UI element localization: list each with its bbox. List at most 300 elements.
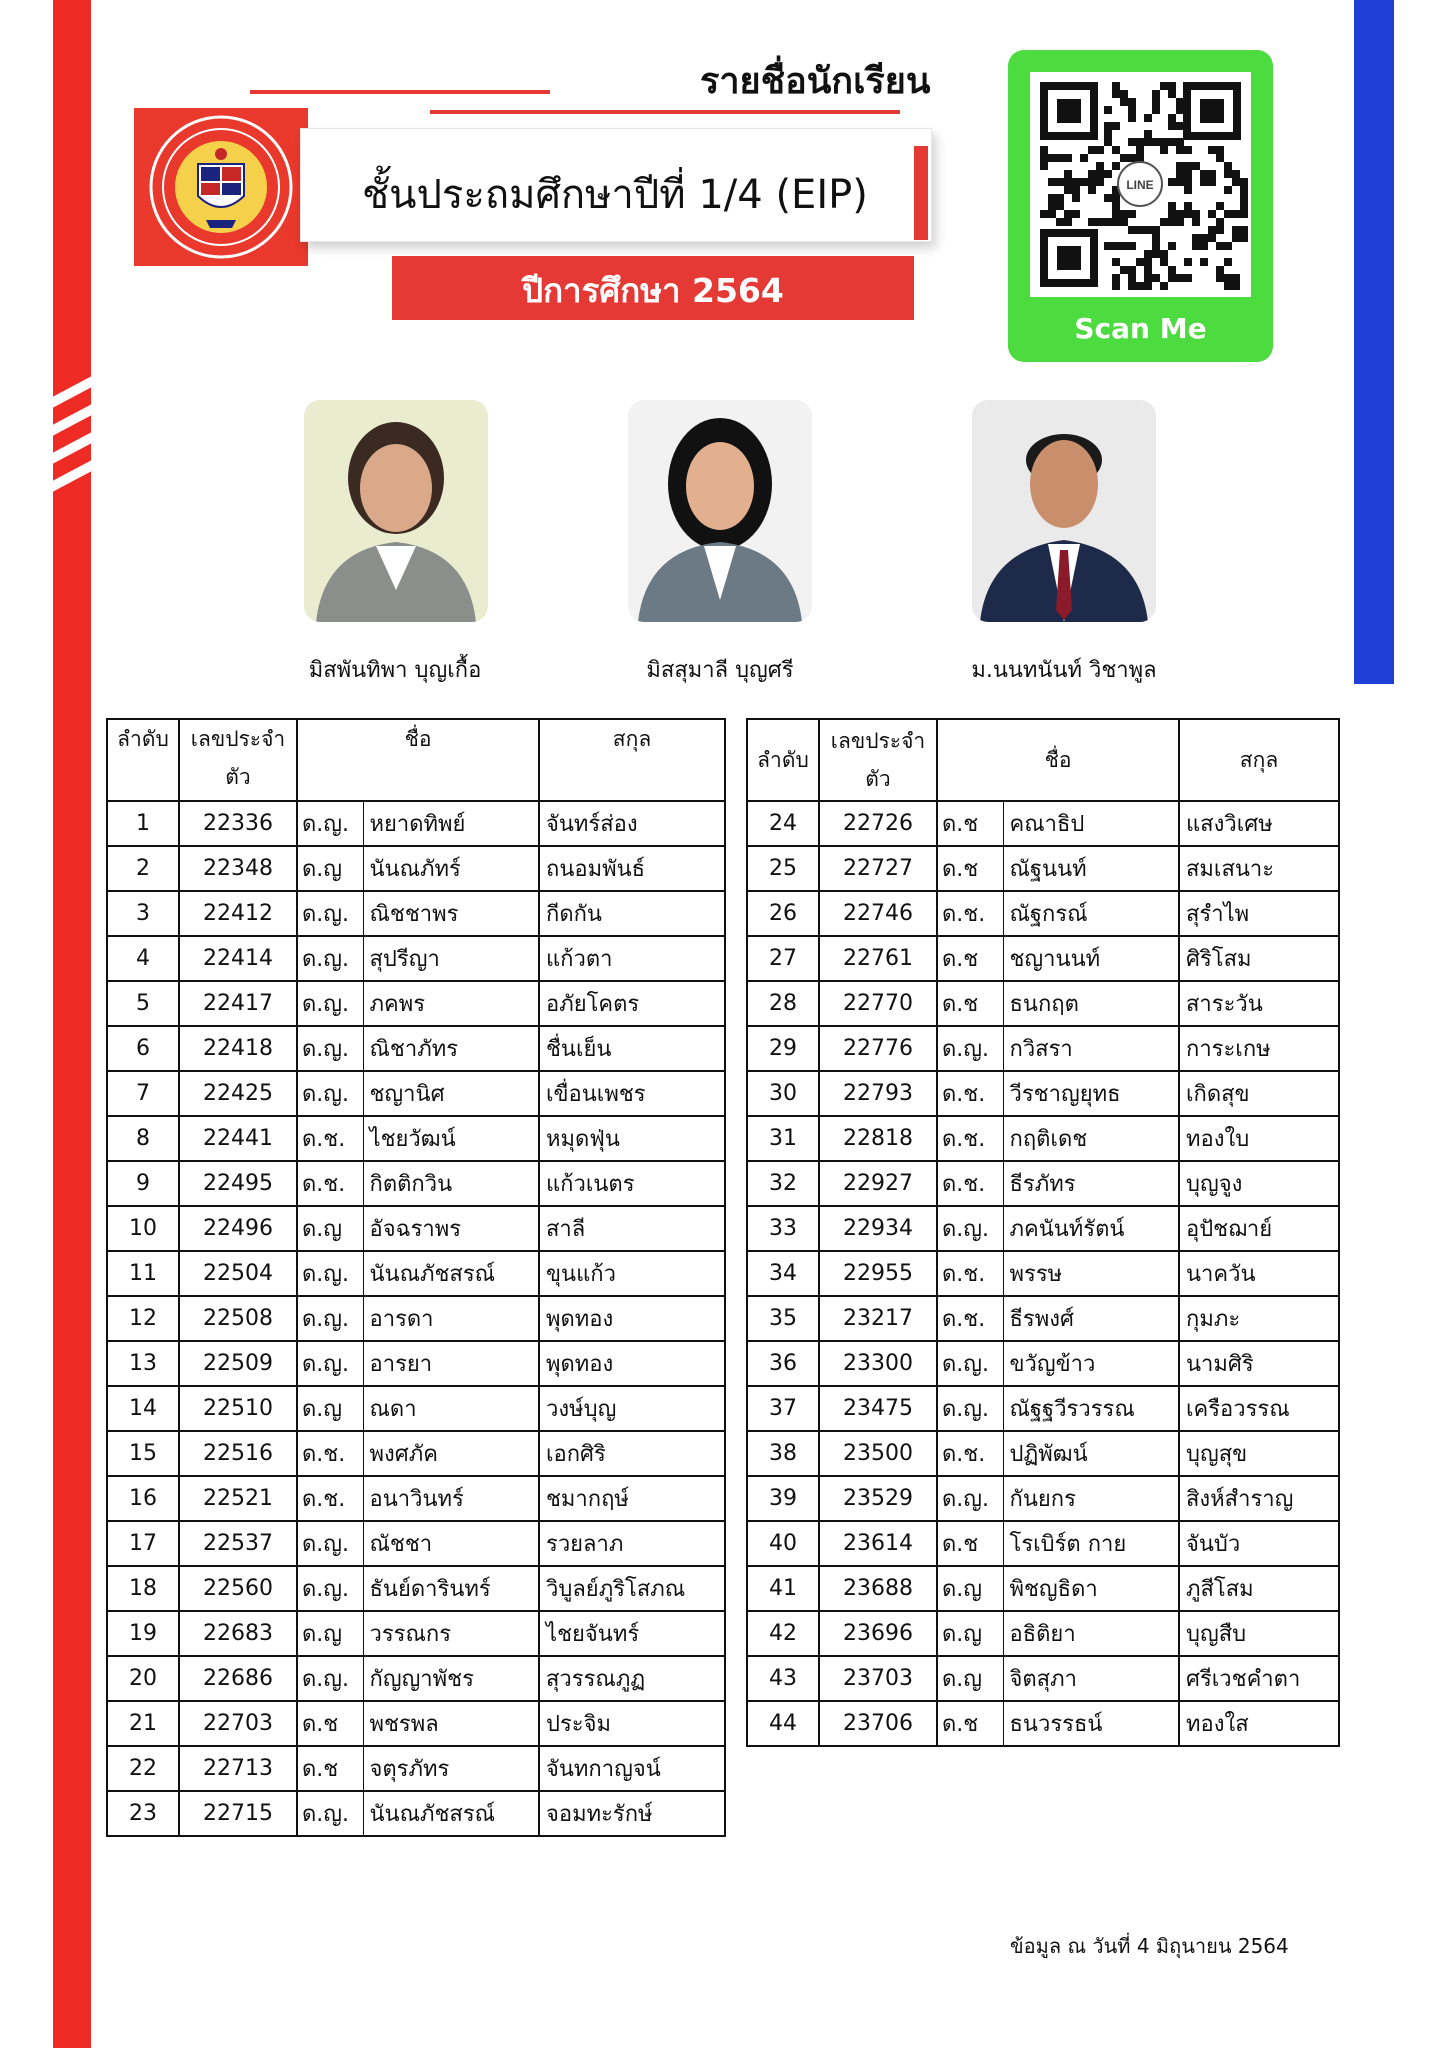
first-name: ณัฐนนท์ bbox=[1003, 846, 1179, 891]
student-id: 22726 bbox=[819, 801, 937, 846]
name-prefix: ด.ช. bbox=[937, 1251, 1003, 1296]
table-row bbox=[107, 1161, 725, 1206]
student-id: 22504 bbox=[179, 1251, 297, 1296]
name-prefix: ด.ญ bbox=[297, 1386, 363, 1431]
student-id: 23300 bbox=[819, 1341, 937, 1386]
qr-module bbox=[1224, 242, 1232, 250]
row-number: 12 bbox=[107, 1296, 179, 1341]
table-row bbox=[107, 1026, 725, 1071]
qr-module bbox=[1064, 210, 1072, 218]
last-name: สมเสนาะ bbox=[1179, 846, 1339, 891]
qr-module bbox=[1208, 226, 1216, 234]
name-prefix: ด.ช. bbox=[937, 1071, 1003, 1116]
first-name: คณาธิป bbox=[1003, 801, 1179, 846]
qr-code-graphic bbox=[1030, 72, 1251, 297]
student-id: 22425 bbox=[179, 1071, 297, 1116]
last-name: เอกศิริ bbox=[539, 1431, 725, 1476]
first-name: ณัฐฐวีรวรรณ bbox=[1003, 1386, 1179, 1431]
title-rule bbox=[430, 110, 900, 114]
table-row bbox=[747, 1476, 1339, 1521]
row-number: 16 bbox=[107, 1476, 179, 1521]
qr-module bbox=[1168, 274, 1176, 282]
qr-module bbox=[1128, 274, 1136, 282]
qr-module bbox=[1048, 210, 1056, 218]
qr-module bbox=[1176, 178, 1184, 186]
last-name: ชื่นเย็น bbox=[539, 1026, 725, 1071]
qr-module bbox=[1216, 202, 1224, 210]
qr-module bbox=[1160, 138, 1168, 146]
qr-module bbox=[1224, 186, 1232, 194]
last-name: นามศิริ bbox=[1179, 1341, 1339, 1386]
qr-module bbox=[1112, 258, 1120, 266]
last-name: พุดทอง bbox=[539, 1296, 725, 1341]
qr-module bbox=[1152, 138, 1160, 146]
last-name: กีดกัน bbox=[539, 891, 725, 936]
qr-module bbox=[1152, 98, 1160, 106]
qr-code-icon[interactable] bbox=[1030, 72, 1251, 297]
name-prefix: ด.ช. bbox=[937, 891, 1003, 936]
qr-module bbox=[1112, 282, 1120, 290]
qr-module bbox=[1168, 90, 1176, 98]
teacher-name: มิสสุมาลี บุญศรี bbox=[646, 658, 794, 683]
qr-module bbox=[1216, 274, 1224, 282]
name-prefix: ด.ช bbox=[937, 1701, 1003, 1746]
qr-module bbox=[1168, 178, 1176, 186]
qr-module bbox=[1176, 218, 1184, 226]
last-name: ถนอมพันธ์ bbox=[539, 846, 725, 891]
qr-module bbox=[1120, 242, 1128, 250]
qr-module bbox=[1176, 122, 1184, 130]
qr-module bbox=[1176, 274, 1184, 282]
qr-module bbox=[1208, 210, 1216, 218]
row-number: 31 bbox=[747, 1116, 819, 1161]
student-id: 23706 bbox=[819, 1701, 937, 1746]
last-name: ศิริโสม bbox=[1179, 936, 1339, 981]
student-id: 22508 bbox=[179, 1296, 297, 1341]
qr-module bbox=[1088, 218, 1096, 226]
student-table-right bbox=[746, 718, 1340, 1747]
table-row bbox=[107, 1431, 725, 1476]
qr-module bbox=[1128, 242, 1136, 250]
table-row bbox=[747, 1251, 1339, 1296]
qr-module bbox=[1104, 122, 1112, 130]
first-name: ณดา bbox=[363, 1386, 539, 1431]
name-prefix: ด.ช. bbox=[937, 1296, 1003, 1341]
qr-module bbox=[1176, 138, 1184, 146]
name-prefix: ด.ช. bbox=[297, 1116, 363, 1161]
table-row bbox=[107, 1476, 725, 1521]
first-name: วีรชาญยุทธ bbox=[1003, 1071, 1179, 1116]
qr-module bbox=[1200, 258, 1208, 266]
table-row bbox=[747, 891, 1339, 936]
name-prefix: ด.ญ. bbox=[297, 1296, 363, 1341]
qr-module bbox=[1088, 146, 1096, 154]
table-row bbox=[747, 1611, 1339, 1656]
qr-module bbox=[1224, 274, 1232, 282]
qr-module bbox=[1160, 250, 1168, 258]
qr-module bbox=[1120, 98, 1128, 106]
row-number: 13 bbox=[107, 1341, 179, 1386]
first-name: ไชยวัฒน์ bbox=[363, 1116, 539, 1161]
name-prefix: ด.ช. bbox=[937, 1116, 1003, 1161]
table-row bbox=[747, 1431, 1339, 1476]
table-row bbox=[747, 1521, 1339, 1566]
last-name: บุญจูง bbox=[1179, 1161, 1339, 1206]
qr-module bbox=[1144, 274, 1152, 282]
name-prefix: ด.ญ. bbox=[297, 801, 363, 846]
qr-module bbox=[1120, 90, 1128, 98]
qr-module bbox=[1128, 210, 1136, 218]
table-row bbox=[107, 981, 725, 1026]
qr-module bbox=[1232, 274, 1240, 282]
student-id: 22927 bbox=[819, 1161, 937, 1206]
qr-module bbox=[1128, 114, 1136, 122]
table-row bbox=[107, 1791, 725, 1836]
name-prefix: ด.ช bbox=[937, 1521, 1003, 1566]
qr-line-badge: LINE bbox=[1126, 178, 1154, 192]
qr-module bbox=[1152, 250, 1160, 258]
qr-module bbox=[1168, 82, 1176, 90]
row-number: 37 bbox=[747, 1386, 819, 1431]
first-name: นันณภัทร์ bbox=[363, 846, 539, 891]
qr-module bbox=[1176, 170, 1184, 178]
name-prefix: ด.ญ bbox=[297, 846, 363, 891]
first-name: ณิชชาพร bbox=[363, 891, 539, 936]
teacher-portrait-icon bbox=[628, 400, 812, 622]
last-name: เขื่อนเพชร bbox=[539, 1071, 725, 1116]
row-number: 41 bbox=[747, 1566, 819, 1611]
qr-module bbox=[1104, 218, 1112, 226]
last-name: ทองใส bbox=[1179, 1701, 1339, 1746]
row-number: 15 bbox=[107, 1431, 179, 1476]
name-prefix: ด.ญ. bbox=[297, 1656, 363, 1701]
qr-module bbox=[1184, 202, 1192, 210]
qr-module bbox=[1200, 170, 1208, 178]
name-prefix: ด.ช. bbox=[937, 1431, 1003, 1476]
qr-module bbox=[1224, 258, 1232, 266]
qr-module bbox=[1160, 218, 1168, 226]
qr-module bbox=[1080, 178, 1088, 186]
qr-module bbox=[1080, 154, 1088, 162]
student-id: 23529 bbox=[819, 1476, 937, 1521]
table-row bbox=[107, 1116, 725, 1161]
name-prefix: ด.ญ. bbox=[937, 1386, 1003, 1431]
name-prefix: ด.ญ bbox=[297, 1611, 363, 1656]
qr-module bbox=[1152, 242, 1160, 250]
qr-module bbox=[1184, 170, 1192, 178]
student-id: 22793 bbox=[819, 1071, 937, 1116]
row-number: 22 bbox=[107, 1746, 179, 1791]
teacher-name: ม.นนทนันท์ วิชาพูล bbox=[971, 658, 1157, 683]
qr-module bbox=[1088, 186, 1096, 194]
row-number: 34 bbox=[747, 1251, 819, 1296]
qr-module bbox=[1064, 170, 1072, 178]
last-name: ชมากฤษ์ bbox=[539, 1476, 725, 1521]
table-row bbox=[107, 801, 725, 846]
qr-module bbox=[1160, 146, 1168, 154]
qr-module bbox=[1168, 210, 1176, 218]
class-name: ชั้นประถมศึกษาปีที่ 1/4 (EIP) bbox=[362, 172, 868, 218]
teacher-photo bbox=[628, 400, 812, 622]
title-rule bbox=[250, 90, 550, 94]
qr-module bbox=[1056, 194, 1064, 202]
right-blue-bar bbox=[1354, 0, 1394, 684]
qr-module bbox=[1144, 130, 1152, 138]
qr-module bbox=[1200, 178, 1208, 186]
student-id: 22955 bbox=[819, 1251, 937, 1296]
row-number: 40 bbox=[747, 1521, 819, 1566]
table-row bbox=[747, 1116, 1339, 1161]
qr-module bbox=[1144, 226, 1152, 234]
first-name: ธนวรรธน์ bbox=[1003, 1701, 1179, 1746]
name-prefix: ด.ช bbox=[937, 801, 1003, 846]
table-row bbox=[747, 1341, 1339, 1386]
student-id: 22510 bbox=[179, 1386, 297, 1431]
qr-module bbox=[1112, 210, 1120, 218]
qr-module bbox=[1120, 218, 1128, 226]
qr-module bbox=[1208, 178, 1216, 186]
last-name: จอมทะรักษ์ bbox=[539, 1791, 725, 1836]
last-name: ประจิม bbox=[539, 1701, 725, 1746]
last-name: แก้วเนตร bbox=[539, 1161, 725, 1206]
first-name: ธีรพงศ์ bbox=[1003, 1296, 1179, 1341]
qr-module bbox=[1112, 82, 1120, 90]
table-row bbox=[107, 1656, 725, 1701]
col-header-no: ลำดับ bbox=[107, 719, 179, 801]
first-name: ขวัญข้าว bbox=[1003, 1341, 1179, 1386]
qr-module bbox=[1216, 154, 1224, 162]
row-number: 33 bbox=[747, 1206, 819, 1251]
table-row bbox=[747, 801, 1339, 846]
qr-module bbox=[1216, 266, 1224, 274]
student-id: 22703 bbox=[179, 1701, 297, 1746]
qr-module bbox=[1064, 186, 1072, 194]
name-prefix: ด.ช. bbox=[297, 1431, 363, 1476]
first-name: ชญานนท์ bbox=[1003, 936, 1179, 981]
student-id: 22414 bbox=[179, 936, 297, 981]
first-name: ณัชชา bbox=[363, 1521, 539, 1566]
qr-module bbox=[1232, 178, 1240, 186]
row-number: 7 bbox=[107, 1071, 179, 1116]
qr-module bbox=[1104, 130, 1112, 138]
qr-module bbox=[1168, 138, 1176, 146]
name-prefix: ด.ญ. bbox=[937, 1476, 1003, 1521]
student-id: 22686 bbox=[179, 1656, 297, 1701]
student-id: 22537 bbox=[179, 1521, 297, 1566]
first-name: ณิชาภัทร bbox=[363, 1026, 539, 1071]
qr-module bbox=[1088, 170, 1096, 178]
qr-module bbox=[1152, 234, 1160, 242]
last-name: อุปัชฌาย์ bbox=[1179, 1206, 1339, 1251]
row-number: 28 bbox=[747, 981, 819, 1026]
qr-module bbox=[1072, 178, 1080, 186]
qr-module bbox=[1208, 146, 1216, 154]
last-name: อภัยโคตร bbox=[539, 981, 725, 1026]
qr-module bbox=[1112, 218, 1120, 226]
qr-module bbox=[1120, 210, 1128, 218]
page-title: รายชื่อนักเรียน bbox=[700, 61, 931, 102]
qr-module bbox=[1104, 106, 1112, 114]
name-prefix: ด.ญ bbox=[937, 1656, 1003, 1701]
first-name: ปฏิพัฒน์ bbox=[1003, 1431, 1179, 1476]
qr-module bbox=[1136, 282, 1144, 290]
scan-me-label: Scan Me bbox=[1074, 312, 1207, 345]
qr-module bbox=[1104, 242, 1112, 250]
col-header-id: เลขประจำตัว bbox=[819, 719, 937, 801]
first-name: ภคนันท์รัตน์ bbox=[1003, 1206, 1179, 1251]
student-id: 22336 bbox=[179, 801, 297, 846]
first-name: นันณภัชสรณ์ bbox=[363, 1251, 539, 1296]
row-number: 27 bbox=[747, 936, 819, 981]
last-name: วิบูลย์ภูริโสภณ bbox=[539, 1566, 725, 1611]
qr-module bbox=[1040, 210, 1048, 218]
qr-module bbox=[1168, 266, 1176, 274]
first-name: กฤติเดช bbox=[1003, 1116, 1179, 1161]
teacher-photo bbox=[972, 400, 1156, 622]
name-prefix: ด.ช bbox=[937, 981, 1003, 1026]
name-prefix: ด.ญ. bbox=[297, 1521, 363, 1566]
first-name: อารดา bbox=[363, 1296, 539, 1341]
last-name: สาระวัน bbox=[1179, 981, 1339, 1026]
qr-module bbox=[1232, 226, 1240, 234]
row-number: 2 bbox=[107, 846, 179, 891]
name-prefix: ด.ญ bbox=[937, 1611, 1003, 1656]
qr-module bbox=[1224, 282, 1232, 290]
table-row bbox=[747, 1566, 1339, 1611]
first-name: พชรพล bbox=[363, 1701, 539, 1746]
qr-module bbox=[1088, 178, 1096, 186]
qr-module bbox=[1176, 146, 1184, 154]
qr-module bbox=[1208, 170, 1216, 178]
qr-module bbox=[1112, 162, 1120, 170]
qr-module bbox=[1168, 242, 1176, 250]
qr-module bbox=[1096, 146, 1104, 154]
qr-module bbox=[1184, 162, 1192, 170]
qr-module bbox=[1216, 218, 1224, 226]
row-number: 29 bbox=[747, 1026, 819, 1071]
qr-module bbox=[1192, 162, 1200, 170]
name-prefix: ด.ช bbox=[297, 1701, 363, 1746]
qr-module bbox=[1128, 154, 1136, 162]
table-row bbox=[107, 1341, 725, 1386]
row-number: 23 bbox=[107, 1791, 179, 1836]
first-name: กันยกร bbox=[1003, 1476, 1179, 1521]
row-number: 5 bbox=[107, 981, 179, 1026]
last-name: แสงวิเศษ bbox=[1179, 801, 1339, 846]
first-name: อธิติยา bbox=[1003, 1611, 1179, 1656]
qr-module bbox=[1176, 162, 1184, 170]
qr-module bbox=[1072, 210, 1080, 218]
row-number: 9 bbox=[107, 1161, 179, 1206]
name-prefix: ด.ญ. bbox=[297, 1791, 363, 1836]
qr-module bbox=[1112, 90, 1120, 98]
last-name: วงษ์บุญ bbox=[539, 1386, 725, 1431]
qr-module bbox=[1064, 178, 1072, 186]
row-number: 44 bbox=[747, 1701, 819, 1746]
row-number: 14 bbox=[107, 1386, 179, 1431]
name-prefix: ด.ช bbox=[297, 1746, 363, 1791]
qr-module bbox=[1152, 226, 1160, 234]
name-prefix: ด.ช. bbox=[937, 1161, 1003, 1206]
qr-module bbox=[1112, 122, 1120, 130]
last-name: เกิดสุข bbox=[1179, 1071, 1339, 1116]
last-name: ภูสีโสม bbox=[1179, 1566, 1339, 1611]
qr-module bbox=[1096, 178, 1104, 186]
row-number: 26 bbox=[747, 891, 819, 936]
qr-module bbox=[1128, 98, 1136, 106]
qr-module bbox=[1152, 274, 1160, 282]
qr-module bbox=[1152, 90, 1160, 98]
qr-module bbox=[1144, 250, 1152, 258]
name-prefix: ด.ญ. bbox=[297, 981, 363, 1026]
qr-module bbox=[1064, 154, 1072, 162]
name-prefix: ด.ญ. bbox=[297, 1341, 363, 1386]
teacher-portrait-icon bbox=[304, 400, 488, 622]
qr-module bbox=[1232, 210, 1240, 218]
teacher-portrait-icon bbox=[972, 400, 1156, 622]
name-prefix: ด.ญ. bbox=[937, 1341, 1003, 1386]
table-row bbox=[747, 1296, 1339, 1341]
last-name: ทองใบ bbox=[1179, 1116, 1339, 1161]
col-header-name: ชื่อ bbox=[937, 719, 1179, 801]
qr-module bbox=[1176, 210, 1184, 218]
name-prefix: ด.ญ bbox=[297, 1206, 363, 1251]
row-number: 38 bbox=[747, 1431, 819, 1476]
qr-module bbox=[1168, 218, 1176, 226]
first-name: กิตติกวิน bbox=[363, 1161, 539, 1206]
school-logo bbox=[134, 108, 308, 266]
student-id: 22560 bbox=[179, 1566, 297, 1611]
table-row bbox=[747, 1071, 1339, 1116]
table-row bbox=[747, 936, 1339, 981]
row-number: 4 bbox=[107, 936, 179, 981]
row-number: 36 bbox=[747, 1341, 819, 1386]
qr-module bbox=[1240, 186, 1248, 194]
qr-module bbox=[1112, 194, 1120, 202]
qr-module bbox=[1160, 82, 1168, 90]
teacher-photo bbox=[304, 400, 488, 622]
last-name: พุดทอง bbox=[539, 1341, 725, 1386]
row-number: 6 bbox=[107, 1026, 179, 1071]
name-prefix: ด.ญ. bbox=[297, 891, 363, 936]
qr-module bbox=[1192, 218, 1200, 226]
qr-module bbox=[1112, 242, 1120, 250]
table-row bbox=[107, 1386, 725, 1431]
student-id: 23696 bbox=[819, 1611, 937, 1656]
qr-module bbox=[1104, 170, 1112, 178]
student-id: 22441 bbox=[179, 1116, 297, 1161]
table-row bbox=[107, 1296, 725, 1341]
qr-module bbox=[1232, 234, 1240, 242]
qr-module bbox=[1128, 282, 1136, 290]
last-name: กุมภะ bbox=[1179, 1296, 1339, 1341]
qr-module bbox=[1168, 202, 1176, 210]
qr-module bbox=[1184, 274, 1192, 282]
first-name: สุปรีญา bbox=[363, 936, 539, 981]
qr-module bbox=[1200, 242, 1208, 250]
first-name: หยาดทิพย์ bbox=[363, 801, 539, 846]
student-id: 23688 bbox=[819, 1566, 937, 1611]
student-id: 22761 bbox=[819, 936, 937, 981]
name-prefix: ด.ช bbox=[937, 846, 1003, 891]
academic-year: ปีการศึกษา 2564 bbox=[522, 271, 784, 310]
row-number: 19 bbox=[107, 1611, 179, 1656]
first-name: อนาวินทร์ bbox=[363, 1476, 539, 1521]
qr-module bbox=[1040, 162, 1048, 170]
table-row bbox=[107, 1611, 725, 1656]
qr-module bbox=[1056, 178, 1064, 186]
student-id: 22818 bbox=[819, 1116, 937, 1161]
